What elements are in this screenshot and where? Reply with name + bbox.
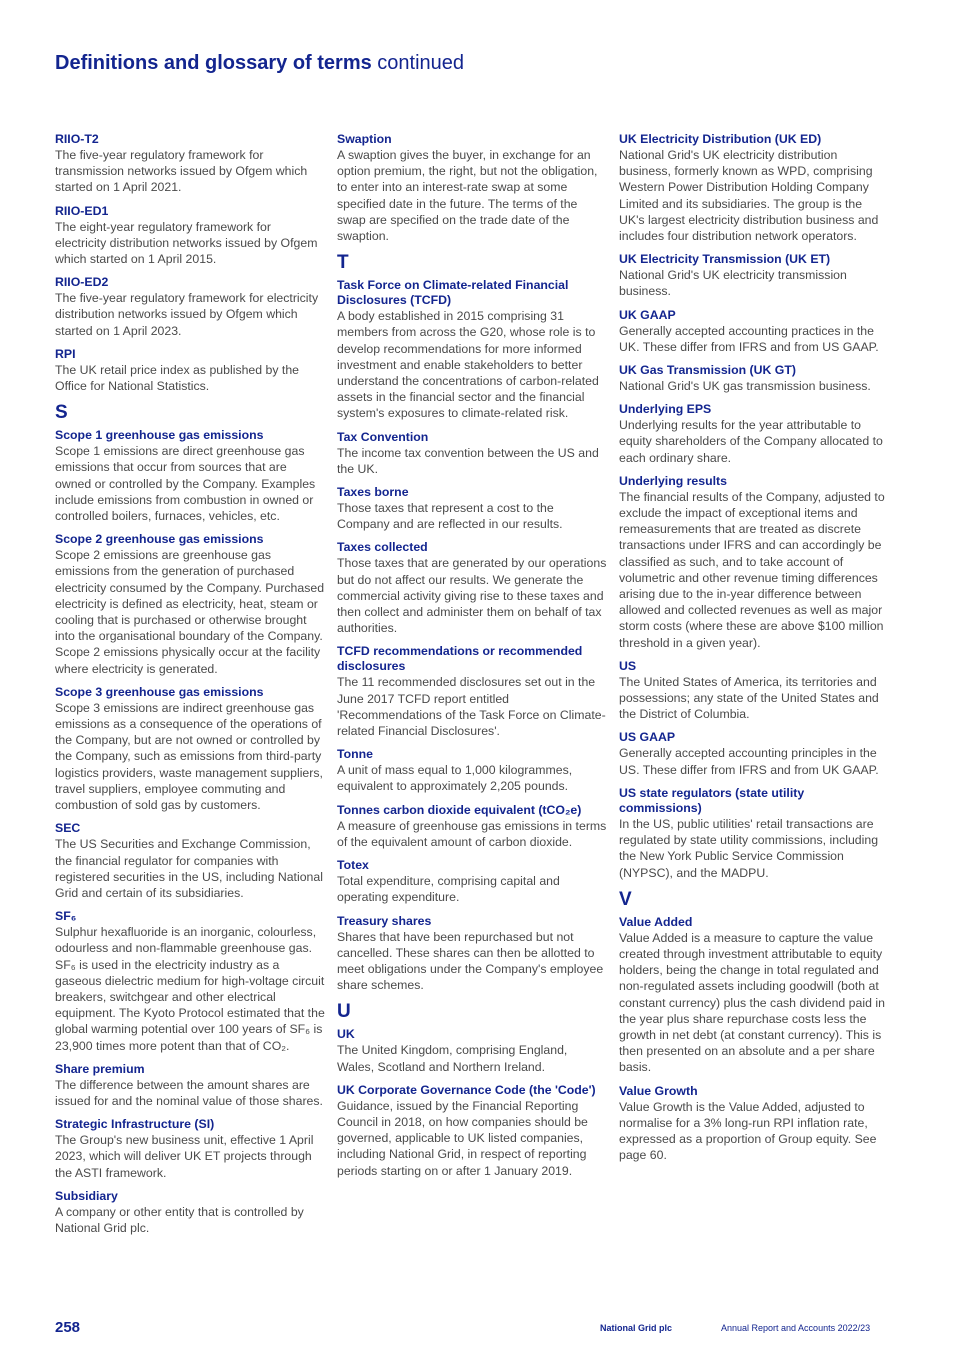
glossary-definition: National Grid's UK electricity transmission business.: [619, 268, 847, 299]
glossary-term: UK Gas Transmission (UK GT): [619, 363, 796, 378]
glossary-definition: Scope 2 emissions are greenhouse gas emissions from the generation of purchased electricity consumed by the Company. Purchased electricity is defined as electricity, heat, steam or cooling that is purchased or otherwise brought into the organisational boundary of the Company. Scope 2 emissions physically occur at the facility where electricity is generated.: [55, 548, 325, 676]
glossary-entry: [337, 132, 607, 244]
glossary-definition: The income tax convention between the US and the UK.: [337, 445, 599, 476]
glossary-definition: Underlying results for the year attributable to equity shareholders of the Company allocated to each ordinary share.: [619, 418, 883, 465]
glossary-definition: A unit of mass equal to 1,000 kilogrammes, equivalent to approximately 2,205 pounds.: [337, 763, 573, 794]
glossary-entry: [55, 532, 325, 677]
glossary-entry: [337, 1083, 607, 1179]
glossary-definition: Generally accepted accounting principles in the US. These differ from IFRS and from UK GAAP.: [619, 746, 879, 777]
glossary-term: Share premium: [55, 1061, 145, 1076]
glossary-definition: Sulphur hexafluoride is an inorganic, colourless, odourless and non-flammable greenhouse gas. SF₆ is used in the electricity industry as a gaseous dielectric medium for high-voltage circuit breakers, switchgear and other electrical equipment. The Kyoto Protocol estimated that the global warming potential over 100 years of SF₆ is 23,900 times more potent than that of CO₂.: [55, 925, 325, 1053]
glossary-definition: The difference between the amount shares are issued for and the nominal value of those shares.: [55, 1077, 323, 1108]
section-letter: U: [337, 1001, 351, 1023]
glossary-definition: Value Added is a measure to capture the value created through investment attributable to equity holders, being the change in total regulated and non-regulated assets including goodwill (both at constant currency) plus the cash dividend paid in the year plus share repurchase costs less the growth in net debt (at constant currency). This is then presented on an absolute and a per share basis.: [619, 930, 885, 1075]
page-title-continued: continued: [377, 52, 465, 74]
glossary-definition: The Group's new business unit, effective 1 April 2023, which will deliver UK ET projects through the ASTI framework.: [55, 1133, 314, 1180]
glossary-entry: [337, 278, 607, 421]
glossary-term: RIIO-ED1: [55, 203, 109, 218]
glossary-term: Treasury shares: [337, 913, 432, 928]
glossary-definition: The UK retail price index as published by the Office for National Statistics.: [55, 362, 300, 394]
glossary-term: UK Electricity Distribution (UK ED): [619, 132, 822, 146]
glossary-entry: [619, 402, 889, 466]
glossary-definition: A company or other entity that is controlled by National Grid plc.: [55, 1204, 304, 1235]
glossary-entry: [619, 308, 889, 355]
glossary-entry: [55, 132, 325, 196]
glossary-term: Tonne: [337, 747, 373, 762]
glossary-term: Scope 1 greenhouse gas emissions: [55, 428, 264, 443]
glossary-entry: [337, 858, 607, 905]
glossary-term: Tonnes carbon dioxide equivalent (tCO₂e): [337, 802, 582, 817]
glossary-definition: Total expenditure, comprising capital and operating expenditure.: [337, 874, 560, 905]
glossary-definition: The United States of America, its territories and possessions; any state of the United States and the District of Columbia.: [619, 674, 879, 722]
glossary-entry: [619, 786, 889, 881]
glossary-term: TCFD recommendations or recommended disclosures: [337, 644, 583, 674]
glossary-entry: [337, 803, 607, 850]
glossary-term: Swaption: [337, 132, 392, 146]
glossary-entry: [55, 347, 325, 394]
glossary-entry: [55, 1062, 325, 1109]
glossary-entry: [337, 914, 607, 994]
glossary-column-3: [619, 132, 889, 1171]
glossary-definition: National Grid's UK electricity distribution business, formerly known as WPD, comprising Western Power Distribution Holding Company Limited and its subsidiaries. The group is the UK's largest electricity distribution business and includes four distribution network operators.: [619, 148, 879, 244]
glossary-entry: [55, 204, 325, 268]
glossary-entry: [55, 275, 325, 339]
glossary-entry: [337, 1027, 607, 1074]
glossary-definition: Guidance, issued by the Financial Reporting Council in 2018, on how companies should be governed, applicable to UK listed companies, including National Grid, in respect of reporting periods starting on or after 1 January 2019.: [337, 1098, 588, 1178]
glossary-definition: Those taxes that are generated by our operations but do not affect our results. We generate the commercial activity giving rise to these taxes and then collect and administer them on behalf of tax authorities.: [337, 556, 607, 636]
glossary-term: RPI: [55, 346, 76, 361]
glossary-definition: The US Securities and Exchange Commission, the financial regulator for companies with registered securities in the US, including National Grid and certain of its subsidiaries.: [55, 837, 323, 900]
glossary-term: SEC: [55, 821, 81, 836]
glossary-entry: [55, 909, 325, 1054]
glossary-entry: [337, 540, 607, 636]
glossary-term: Underlying EPS: [619, 402, 712, 417]
glossary-definition: The five-year regulatory framework for transmission networks issued by Ofgem which started on 1 April 2021.: [55, 148, 308, 195]
glossary-entry: [337, 485, 607, 532]
glossary-entry: [55, 685, 325, 813]
glossary-term: Taxes borne: [337, 485, 409, 500]
glossary-term: Underlying results: [619, 473, 727, 488]
glossary-entry: [619, 363, 889, 394]
glossary-term: RIIO-ED2: [55, 275, 109, 290]
page-footer: [0, 1319, 965, 1339]
glossary-definition: In the US, public utilities' retail transactions are regulated by state utility commissions, including the New York Public Service Commission (NYPSC), and the MADPU.: [619, 816, 879, 880]
glossary-definition: The United Kingdom, comprising England, Wales, Scotland and Northern Ireland.: [337, 1043, 568, 1074]
glossary-definition: A body established in 2015 comprising 31 members from across the G20, whose role is to develop recommendations for more informed investment and enable stakeholders to better understand the concentrations of carbon-related assets in the financial sector and the financial system's exposures to climate-related risk.: [337, 309, 599, 421]
glossary-term: Subsidiary: [55, 1188, 118, 1203]
glossary-definition: The five-year regulatory framework for electricity distribution networks issued by Ofgem which started on 1 April 2023.: [55, 291, 319, 338]
glossary-entry: [55, 821, 325, 901]
footer-company: National Grid plc: [600, 1323, 673, 1333]
glossary-definition: The financial results of the Company, adjusted to exclude the impact of exceptional items and remeasurements that are treated as discrete transactions under IFRS and can accordingly be classified as such, and to take account of volumetric and other revenue timing differences arising due to the in-year difference between allowed and collected revenues as well as major storm costs (where these are above $100 million threshold in a given year).: [619, 489, 885, 650]
glossary-entry: [337, 644, 607, 739]
glossary-definition: A swaption gives the buyer, in exchange for an option premium, the right, but not the obligation, to enter into an interest-rate swap at some specified date in the future. The terms of the swap are specified on the trade date of the swaption.: [337, 148, 598, 244]
glossary-entry: [55, 1189, 325, 1236]
glossary-definition: The eight-year regulatory framework for electricity distribution networks issued by Ofgem which started on 1 April 2015.: [55, 219, 318, 267]
glossary-term: RIIO-T2: [55, 132, 99, 146]
glossary-term: SF₆: [55, 909, 77, 924]
section-letter: S: [55, 402, 68, 424]
glossary-entry: [337, 747, 607, 794]
glossary-term: Scope 3 greenhouse gas emissions: [55, 684, 264, 699]
section-letter: T: [337, 252, 349, 274]
glossary-definition: Scope 3 emissions are indirect greenhouse gas emissions as a consequence of the operations of the Company, but are not owned or controlled by the Company, such as emissions from third-party logistics providers, waste management suppliers, travel suppliers, employee commuting and combustion of sold gas by customers.: [55, 700, 323, 813]
glossary-definition: Shares that have been repurchased but not cancelled. These shares can then be allotted to meet obligations under the Company's employee share schemes.: [337, 929, 604, 993]
glossary-term: Taxes collected: [337, 540, 428, 555]
glossary-term: UK Corporate Governance Code (the 'Code'): [337, 1082, 596, 1097]
glossary-definition: Value Growth is the Value Added, adjusted to normalise for a 3% long-run RPI inflation rate, expressed as a proportion of Group equity. See page 60.: [619, 1099, 877, 1163]
glossary-entry: [55, 428, 325, 524]
glossary-entry: [619, 132, 889, 244]
glossary-definition: National Grid's UK gas transmission business.: [619, 379, 871, 394]
glossary-entry: [619, 474, 889, 651]
glossary-entry: [619, 659, 889, 723]
glossary-definition: Scope 1 emissions are direct greenhouse gas emissions that occur from sources that are owned or controlled by the Company. Examples include emissions from combustion in owned or controlled boilers, furnaces, vehicles, etc.: [55, 444, 316, 524]
glossary-column-1: [55, 132, 325, 1244]
page-number: 258: [55, 1319, 81, 1336]
page-title: [55, 50, 464, 76]
glossary-term: Value Added: [619, 914, 693, 929]
glossary-definition: The 11 recommended disclosures set out in the June 2017 TCFD report entitled 'Recommendations of the Task Force on Climate-related Financial Disclosures'.: [337, 675, 606, 739]
glossary-entry: [55, 1117, 325, 1181]
glossary-entry: [619, 252, 889, 299]
glossary-term: Totex: [337, 858, 369, 873]
glossary-entry: [337, 430, 607, 477]
glossary-term: Tax Convention: [337, 429, 429, 444]
glossary-term: UK GAAP: [619, 307, 676, 322]
glossary-entry: [619, 1084, 889, 1164]
glossary-term: Strategic Infrastructure (SI): [55, 1117, 215, 1132]
page-title-text: Definitions and glossary of terms: [55, 52, 372, 74]
glossary-definition: A measure of greenhouse gas emissions in terms of the equivalent amount of carbon dioxide.: [337, 818, 607, 849]
glossary-term: Value Growth: [619, 1083, 698, 1098]
glossary-entry: [619, 730, 889, 777]
glossary-term: US GAAP: [619, 730, 676, 745]
glossary-column-2: [337, 132, 607, 1187]
glossary-definition: Generally accepted accounting practices in the UK. These differ from IFRS and from US GAAP.: [619, 323, 879, 354]
glossary-term: US: [619, 658, 637, 673]
glossary-entry: [619, 915, 889, 1076]
footer-report-title: Annual Report and Accounts 2022/23: [721, 1323, 871, 1333]
glossary-term: Scope 2 greenhouse gas emissions: [55, 532, 264, 547]
glossary-term: Task Force on Climate-related Financial Disclosures (TCFD): [337, 278, 569, 308]
section-letter: V: [619, 888, 632, 910]
glossary-term: UK Electricity Transmission (UK ET): [619, 252, 831, 267]
glossary-definition: Those taxes that represent a cost to the Company and are reflected in our results.: [337, 501, 563, 532]
glossary-term: UK: [337, 1027, 355, 1042]
glossary-term: US state regulators (state utility commissions): [619, 785, 805, 815]
